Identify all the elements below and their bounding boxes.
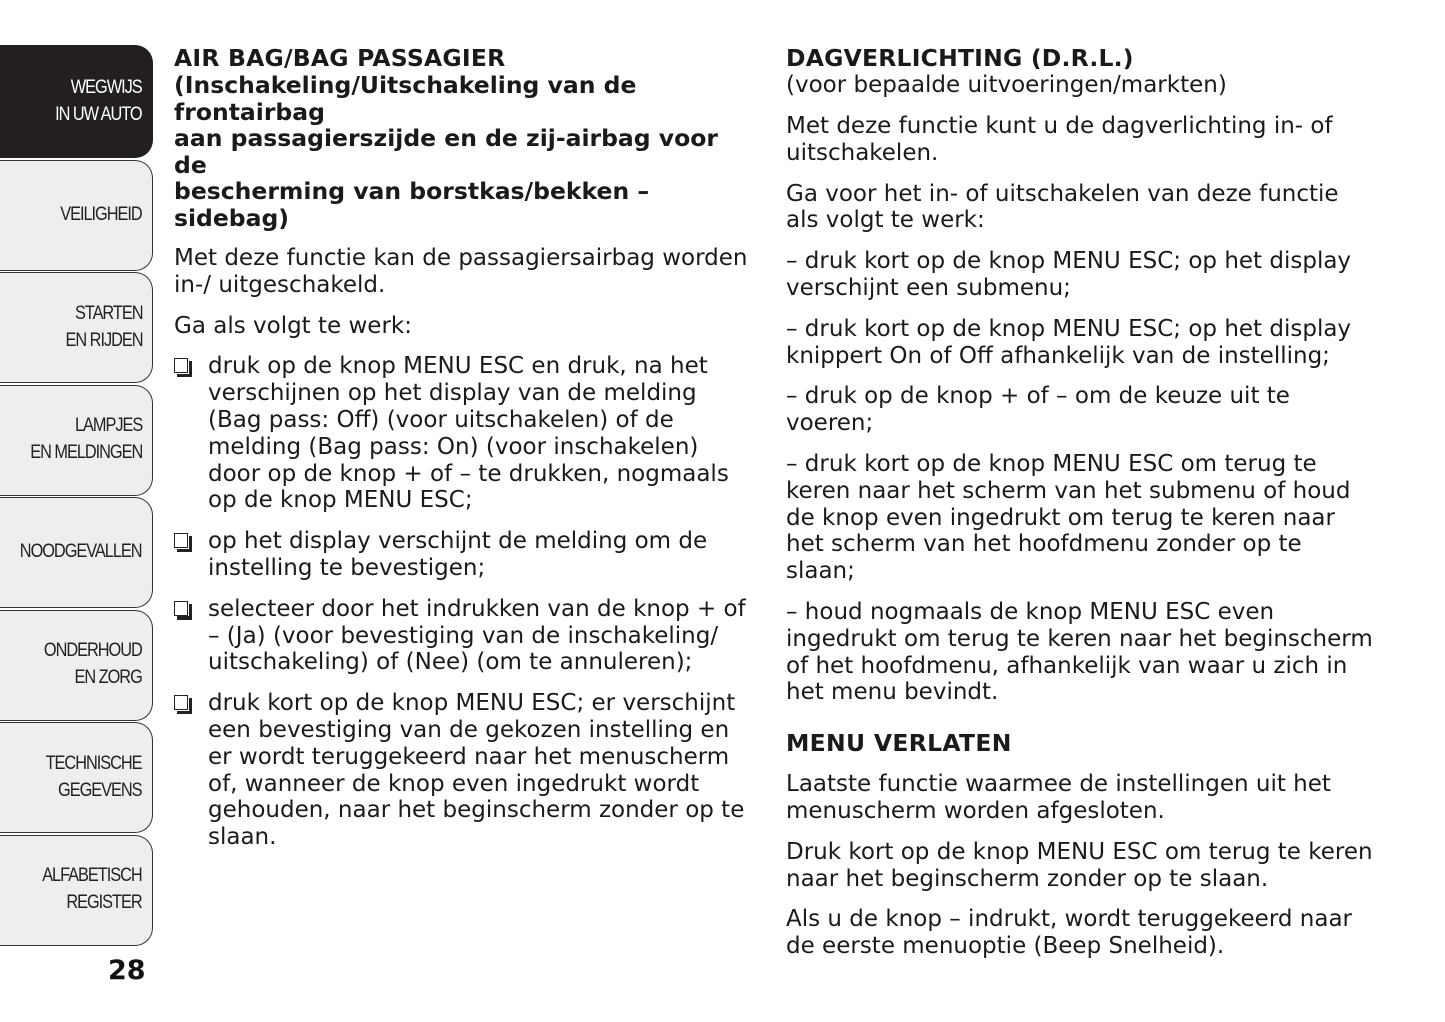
- paragraph: Als u de knop – indrukt, wordt teruggekeerd naar de eerste menuoptie (Beep Snelheid).: [786, 906, 1353, 960]
- checkbox-bullet-icon: [174, 601, 188, 616]
- step-text: op het display verschijnt de melding om de instelling te bevestigen;: [208, 528, 708, 581]
- tab-label: STARTEN EN RIJDEN: [65, 302, 142, 351]
- checkbox-bullet-icon: [174, 358, 188, 373]
- tab-label: ALFABETISCH REGISTER: [42, 865, 142, 913]
- paragraph: Ga voor het in- of uitschakelen van deze functie als volgt te werk:: [786, 180, 1339, 234]
- list-item: [174, 596, 754, 676]
- section-title-drl: DAGVERLICHTING (D.R.L.): [786, 44, 1134, 72]
- tab-label: TECHNISCHE GEGEVENS: [46, 752, 142, 801]
- intro-paragraph: Met deze functie kan de passagiersairbag worden in-/ uitgeschakeld.: [174, 245, 748, 298]
- paragraph: – druk kort op de knop MENU ESC; op het display knippert On of Off afhankelijk van de instelling;: [786, 315, 1352, 369]
- paragraph: Laatste functie waarmee de instellingen uit het menuscherm worden afgesloten.: [786, 771, 1331, 824]
- right-column: [786, 45, 1376, 974]
- paragraph: Met deze functie kunt u de dagverlichting in- of uitschakelen.: [786, 113, 1333, 166]
- tab-label: ONDERHOUD EN ZORG: [44, 640, 142, 688]
- tab-wegwijs[interactable]: [0, 45, 153, 158]
- tab-onderhoud[interactable]: [0, 610, 153, 721]
- paragraph: Druk kort op de knop MENU ESC om terug te keren naar het beginscherm zonder op te slaan.: [786, 838, 1373, 892]
- section-note: (voor bepaalde uitvoeringen/markten): [786, 72, 1227, 98]
- tab-label: VEILIGHEID: [60, 203, 142, 225]
- section-subtitle-line: aan passagierszijde en de zij-airbag voor de: [174, 124, 718, 179]
- section-title-menu-verlaten: MENU VERLATEN: [786, 729, 1012, 758]
- paragraph: – druk kort op de knop MENU ESC om terug te keren naar het scherm van het submenu of houd de knop even ingedrukt om terug te keren naar het scherm van het hoofdmenu zonder op te slaan;: [786, 450, 1351, 585]
- step-text: druk kort op de knop MENU ESC; er verschijnt een bevestiging van de gekozen instelling en er wordt teruggekeerd naar het menuscherm of, wanneer de knop even ingedrukt wordt gehouden, naar het beginscherm zonder op te slaan.: [208, 690, 745, 851]
- steps-list: [174, 353, 754, 851]
- tab-alfabetisch[interactable]: [0, 835, 153, 946]
- tab-technische[interactable]: [0, 722, 153, 833]
- step-text: selecteer door het indrukken van de knop + of – (Ja) (voor bevestiging van de inschakeling/ uitschakeling) of (Nee) (om te annuleren);: [208, 595, 746, 676]
- tab-label: LAMPJES EN MELDINGEN: [29, 415, 142, 463]
- tab-starten[interactable]: [0, 272, 153, 383]
- section-subtitle-line: bescherming van borstkas/bekken – sidebag): [174, 177, 650, 232]
- tab-veiligheid[interactable]: [0, 160, 153, 271]
- checkbox-bullet-icon: [174, 533, 188, 548]
- paragraph: – druk kort op de knop MENU ESC; op het display verschijnt een submenu;: [786, 248, 1352, 301]
- checkbox-bullet-icon: [174, 695, 188, 710]
- steps-intro: Ga als volgt te werk:: [174, 312, 412, 339]
- list-item: [174, 528, 754, 582]
- paragraph: – druk op de knop + of – om de keuze uit te voeren;: [786, 383, 1290, 437]
- tab-label: WEGWIJS IN UW AUTO: [55, 76, 142, 125]
- step-text: druk op de knop MENU ESC en druk, na het verschijnen op het display van de melding (Bag pass: Off) (voor uitschakelen) of de melding (Bag pass: On) (voor inschakelen) door op de knop + of – te drukken, nogmaals op de knop MENU ESC;: [208, 353, 729, 514]
- section-title-airbag: AIR BAG/BAG PASSAGIER: [174, 44, 506, 72]
- list-item: [174, 690, 754, 851]
- tab-label: NOODGEVALLEN: [20, 541, 142, 563]
- tab-noodgevallen[interactable]: [0, 497, 153, 608]
- list-item: [174, 353, 754, 514]
- chapter-tabs: [0, 45, 153, 947]
- paragraph: – houd nogmaals de knop MENU ESC even ingedrukt om terug te keren naar het beginscherm of het hoofdmenu, afhankelijk van waar u zich in het menu bevindt.: [786, 598, 1373, 706]
- page-number: 28: [108, 955, 146, 986]
- tab-lampjes[interactable]: [0, 385, 153, 496]
- left-column: [174, 45, 754, 865]
- section-subtitle-line: (Inschakeling/Uitschakeling van de frontairbag: [174, 71, 637, 126]
